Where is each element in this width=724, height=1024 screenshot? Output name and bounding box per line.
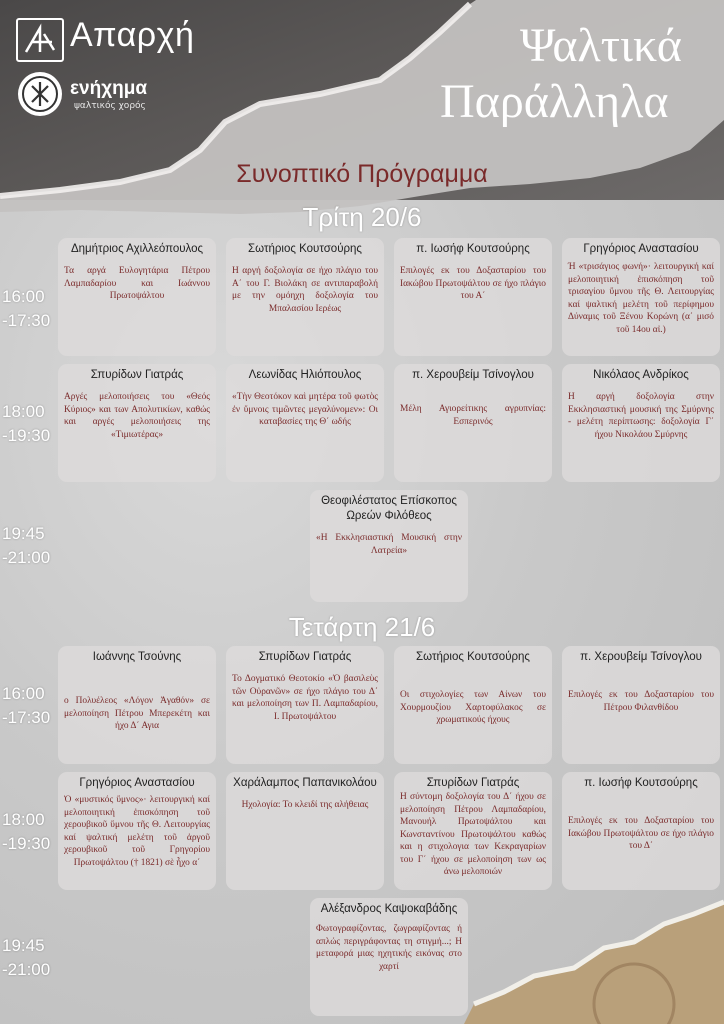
time-start: 18:00 [2, 810, 45, 829]
time-start: 18:00 [2, 402, 45, 421]
time-end: -21:00 [2, 960, 51, 979]
session-topic: Η αργή δοξολογία στην Εκκλησιαστική μουσική της Σμύρνης - μελέτη περίπτωσης: δοξολογία Γ΄ ήχου Νικολάου Σμύρνης [568, 392, 714, 440]
session-topic: Η σύντομη δοξολογία του Δ΄ ήχου σε μελοποίηση Πέτρου Λαμπαδαρίου, Μανουήλ Πρωτοψάλτου και Κωνσταντίνου Πρωτοψάλτου καθώς και η στιχολογια των Κεκραγαρίων του Γ΄ ήχου σε μελοποίηση των ως άνω μελοποιών [400, 792, 546, 877]
event-title-line1: Ψαλτικά [520, 19, 682, 72]
session-topic: Αργές μελοποιήσεις του «Θεός Κύριος» και των Απολυτικίων, καθώς και αργές μελοποιήσεις της «Τιμιωτέρας» [64, 392, 210, 440]
time-slot [2, 285, 50, 333]
session-card [58, 238, 216, 356]
time-slot [2, 682, 50, 730]
time-start: 16:00 [2, 684, 45, 703]
speaker-name: π. Χερουβείμ Τσίνογλου [580, 651, 702, 663]
session-topic: «Η Εκκλησιαστική Μουσική στην Λατρεία» [316, 533, 462, 556]
session-card [226, 364, 384, 482]
session-topic: Οι στιχολογίες των Αίνων του Χουρμουζίου Χαρτοφύλακος σε χρωματικούς ήχους [400, 690, 546, 725]
session-topic: Επιλογές εκ του Δοξασταρίου του Ιακώβου Πρωτοψάλτου σε ήχο πλάγιο του Δ΄ [568, 816, 714, 851]
session-topic: Μέλη Αγιορείτικης αγρυπνίας: Εσπερινός [400, 404, 546, 427]
speaker-name: Χαράλαμπος Παπανικολάου [233, 777, 377, 789]
session-topic: Η αργή δοξολογία σε ήχο πλάγιο του Α΄ του Γ. Βιολάκη σε αντιπαραβολή με την ομόηχη δοξολογία του Μπαλασίου Ιερέως [232, 266, 378, 314]
session-card [310, 898, 468, 1016]
session-topic: Τα αργά Ευλογητάρια Πέτρου Λαμπαδαρίου και Ιωάννου Πρωτοψάλτου [64, 266, 210, 301]
session-card [226, 646, 384, 764]
enichima-seal-icon [18, 72, 62, 116]
session-card [562, 238, 720, 356]
speaker-name: Ιωάννης Τσούνης [92, 651, 182, 663]
time-end: -17:30 [2, 311, 51, 330]
session-topic: «Τὴν Θεοτόκον καὶ μητέρα τοῦ φωτὸς ἐν ὕμνοις τιμῶντες μεγαλύνομεν»: Οι καταβασίες της Θ΄ ωδής [232, 392, 378, 427]
session-card [394, 364, 552, 482]
speaker-name: π. Ιωσήφ Κουτσούρης [584, 777, 698, 789]
speaker-name: Σπυρίδων Γιατράς [258, 651, 352, 663]
brand-name: Απαρχή [70, 16, 195, 54]
speaker-name: Σπυρίδων Γιατράς [90, 369, 184, 381]
session-card [310, 490, 468, 602]
time-slot [2, 808, 50, 856]
session-topic: ο Πολυέλεος «Λόγον Ἀγαθόν» σε μελοποίηση Πέτρου Μπερεκέτη και ήχο Δ΄ Αγια [64, 696, 210, 731]
session-card [394, 772, 552, 890]
session-card [394, 646, 552, 764]
session-card [562, 364, 720, 482]
aparchi-logo-icon [16, 18, 64, 62]
speaker-name: π. Ιωσήφ Κουτσούρης [416, 243, 530, 255]
speaker-name: Αλέξανδρος Καψοκαβάδης [320, 903, 458, 915]
speaker-name: Δημήτριος Αχιλλεόπουλος [70, 243, 204, 255]
speaker-name: Σωτήριος Κουτσούρης [248, 243, 362, 255]
session-card [58, 772, 216, 890]
speaker-name: Γρηγόριος Αναστασίου [79, 777, 195, 789]
session-card [226, 238, 384, 356]
session-card [394, 238, 552, 356]
program-subtitle: Συνοπτικό Πρόγραμμα [236, 160, 488, 188]
time-slot [2, 522, 50, 570]
ensemble-subtitle: ψαλτικός χορός [74, 101, 146, 111]
session-card [562, 772, 720, 890]
ensemble-name: ενήχημα [70, 78, 148, 99]
speaker-name: Σωτήριος Κουτσούρης [416, 651, 530, 663]
event-title-line2: Παράλληλα [440, 75, 669, 128]
session-topic: Το Δογματικό Θεοτοκίο «Ὁ βασιλεὺς τῶν Οὐρανῶν» σε ήχο πλάγιο του Δ΄ και μελοποίηση των Π. Λαμπαδαρίου, Ι. Πρωτοψάλτου [232, 674, 378, 722]
time-start: 16:00 [2, 287, 45, 306]
time-slot [2, 934, 50, 982]
time-start: 19:45 [2, 524, 45, 543]
time-start: 19:45 [2, 936, 45, 955]
session-topic: Ηχολογία: Το κλειδί της αλήθειας [241, 800, 369, 810]
time-slot [2, 400, 50, 448]
speaker-name: Γρηγόριος Αναστασίου [583, 243, 699, 255]
session-topic: Φωτογραφίζοντας, ζωγραφίζοντας ή απλώς περιγράφοντας τη στιγμή...; Η μεταφορά μιας ηχητικής εικόνας στο χαρτί [316, 924, 462, 972]
session-topic: Επιλογές εκ του Δοξασταρίου του Ιακώβου Πρωτοψάλτου σε ήχο πλάγιο του Α΄ [400, 266, 546, 301]
session-topic: Ὁ «μυστικός ὕμνος»· λειτουργική καί μελοποιητική ἐπισκόπηση τοῦ χερουβικοῦ ὕμνου τῆς Θ. Λειτουργίας καί ψαλτική μελέτη τοῦ ἀργοῦ χερουβικοῦ τοῦ Γρηγορίου Πρωτοψάλτου († 1821) σὲ ἦχο α΄ [64, 795, 210, 868]
session-topic: Επιλογές εκ του Δοξασταρίου του Πέτρου Φιλανθίδου [568, 690, 714, 713]
session-card [562, 646, 720, 764]
day-heading: Τρίτη 20/6 [302, 202, 422, 232]
time-end: -19:30 [2, 426, 51, 445]
time-end: -17:30 [2, 708, 51, 727]
speaker-name: Σπυρίδων Γιατράς [426, 777, 520, 789]
speaker-name: Θεοφιλέστατος Επίσκοπος Ωρεών Φιλόθεος [321, 495, 457, 522]
session-card [58, 646, 216, 764]
time-end: -19:30 [2, 834, 51, 853]
session-card [226, 772, 384, 890]
parchment-corner [464, 884, 724, 1024]
speaker-name: Νικόλαος Ανδρίκος [593, 369, 689, 381]
time-end: -21:00 [2, 548, 51, 567]
speaker-name: Λεωνίδας Ηλιόπουλος [248, 369, 362, 381]
speaker-name: π. Χερουβείμ Τσίνογλου [412, 369, 534, 381]
session-topic: Ή «τρισάγιος φωνή»· λειτουργική καί μελοποιητική ἐπισκόπηση τοῦ τρισαγίου ὕμνου τῆς Θ. Λειτουργίας καί ψαλτική μελέτη τοῦ περίφημου Δύναμις τοῦ Ξένου Κορώνη (α΄ μισό τοῦ 14ου αἰ.) [568, 262, 714, 335]
day-heading: Τετάρτη 21/6 [288, 612, 436, 642]
session-card [58, 364, 216, 482]
